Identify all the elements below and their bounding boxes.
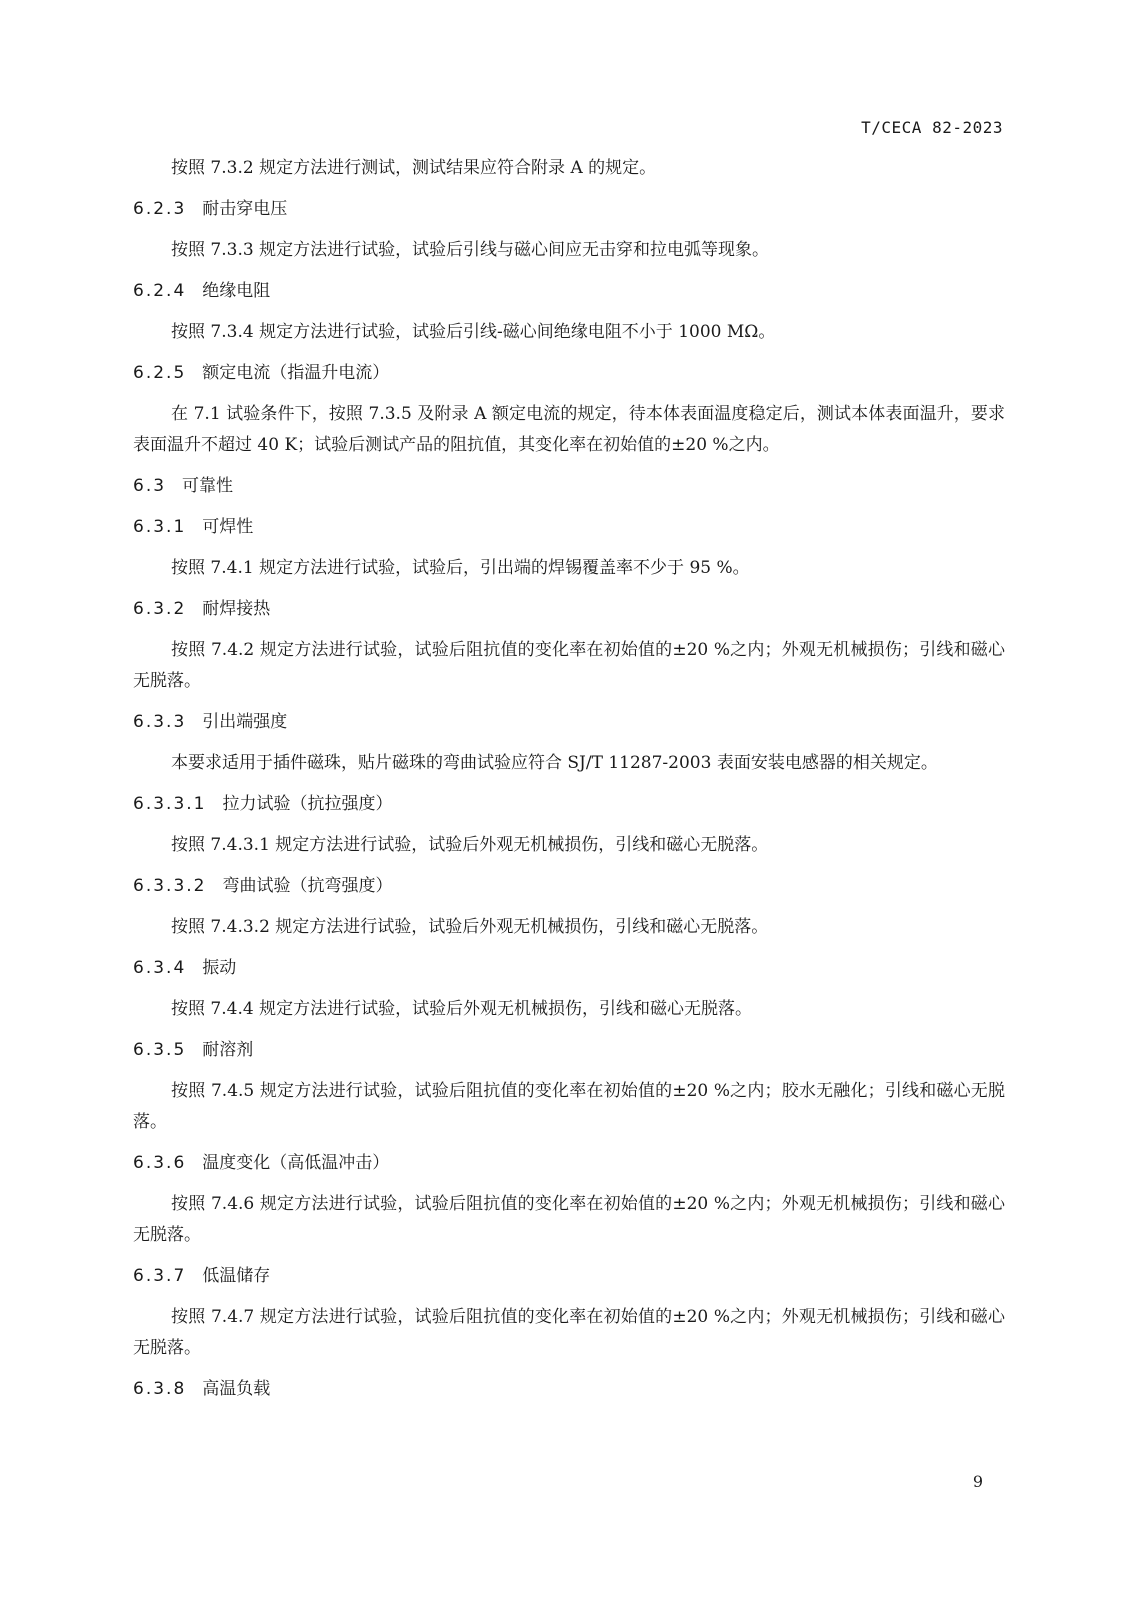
- section-title: 耐击穿电压: [202, 199, 288, 219]
- section-number: 6.3.2: [133, 599, 187, 619]
- section-number: 6.3.3.2: [133, 876, 207, 896]
- section-title: 高温负载: [202, 1379, 271, 1399]
- section-number: 6.3.1: [133, 517, 187, 537]
- section-number: 6.3.5: [133, 1040, 187, 1060]
- paragraph: 按照 7.4.6 规定方法进行试验，试验后阻抗值的变化率在初始值的±20 %之内；外观无机械损伤；引线和磁心无脱落。: [133, 1194, 1005, 1245]
- paragraph: 按照 7.4.3.1 规定方法进行试验，试验后外观无机械损伤，引线和磁心无脱落。: [171, 835, 769, 855]
- section-number: 6.3: [133, 476, 167, 496]
- paragraph: 按照 7.4.5 规定方法进行试验，试验后阻抗值的变化率在初始值的±20 %之内；胶水无融化；引线和磁心无脱落。: [133, 1081, 1005, 1132]
- section-title: 拉力试验（抗拉强度）: [222, 794, 393, 814]
- section-heading-6-3-3-2: [133, 871, 1005, 902]
- section-heading-6-3-2: [133, 594, 1005, 625]
- paragraph: 按照 7.4.4 规定方法进行试验，试验后外观无机械损伤，引线和磁心无脱落。: [171, 999, 753, 1019]
- section-title: 温度变化（高低温冲击）: [202, 1153, 390, 1173]
- section-number: 6.3.7: [133, 1266, 187, 1286]
- paragraph: 按照 7.4.1 规定方法进行试验，试验后，引出端的焊锡覆盖率不少于 95 %。: [171, 558, 750, 578]
- paragraph: 按照 7.3.2 规定方法进行测试，测试结果应符合附录 A 的规定。: [171, 158, 657, 178]
- paragraph: 本要求适用于插件磁珠，贴片磁珠的弯曲试验应符合 SJ/T 11287-2003 表面安装电感器的相关规定。: [171, 753, 938, 773]
- section-heading-6-3-4: [133, 953, 1005, 984]
- section-number: 6.3.6: [133, 1153, 187, 1173]
- section-number: 6.3.8: [133, 1379, 187, 1399]
- page-number: 9: [972, 1472, 983, 1491]
- section-heading-6-3-5: [133, 1035, 1005, 1066]
- paragraph: 按照 7.3.4 规定方法进行试验，试验后引线-磁心间绝缘电阻不小于 1000 MΩ。: [171, 322, 776, 342]
- document-code: T/CECA 82-2023: [861, 118, 1003, 137]
- paragraph: 按照 7.3.3 规定方法进行试验，试验后引线与磁心间应无击穿和拉电弧等现象。: [171, 240, 770, 260]
- section-heading-6-3-7: [133, 1261, 1005, 1292]
- paragraph: 在 7.1 试验条件下，按照 7.3.5 及附录 A 额定电流的规定，待本体表面温度稳定后，测试本体表面温升，要求表面温升不超过 40 K；试验后测试产品的阻抗值，其变化率在初始值的±20 %之内。: [133, 404, 1005, 455]
- section-title: 可靠性: [182, 476, 234, 496]
- section-number: 6.3.4: [133, 958, 187, 978]
- section-heading-6-3-6: [133, 1148, 1005, 1179]
- section-heading-6-3-8: [133, 1374, 1005, 1405]
- paragraph: 按照 7.4.3.2 规定方法进行试验，试验后外观无机械损伤，引线和磁心无脱落。: [171, 917, 769, 937]
- section-title: 耐焊接热: [202, 599, 271, 619]
- section-heading-6-3-3: [133, 707, 1005, 738]
- section-title: 可焊性: [202, 517, 254, 537]
- section-heading-6-2-3: [133, 194, 1005, 225]
- section-title: 振动: [202, 958, 237, 978]
- section-number: 6.2.3: [133, 199, 187, 219]
- section-number: 6.3.3.1: [133, 794, 207, 814]
- section-title: 低温储存: [202, 1266, 271, 1286]
- section-title: 弯曲试验（抗弯强度）: [222, 876, 393, 896]
- section-heading-6-3-3-1: [133, 789, 1005, 820]
- paragraph: 按照 7.4.7 规定方法进行试验，试验后阻抗值的变化率在初始值的±20 %之内；外观无机械损伤；引线和磁心无脱落。: [133, 1307, 1005, 1358]
- section-heading-6-2-4: [133, 276, 1005, 307]
- section-title: 绝缘电阻: [202, 281, 271, 301]
- section-title: 耐溶剂: [202, 1040, 254, 1060]
- section-heading-6-3: [133, 471, 1005, 502]
- section-title: 额定电流（指温升电流）: [202, 363, 390, 383]
- section-number: 6.2.4: [133, 281, 187, 301]
- paragraph: 按照 7.4.2 规定方法进行试验，试验后阻抗值的变化率在初始值的±20 %之内；外观无机械损伤；引线和磁心无脱落。: [133, 640, 1005, 691]
- section-heading-6-3-1: [133, 512, 1005, 543]
- section-title: 引出端强度: [202, 712, 288, 732]
- document-body: [133, 153, 1005, 1415]
- section-heading-6-2-5: [133, 358, 1005, 389]
- section-number: 6.3.3: [133, 712, 187, 732]
- section-number: 6.2.5: [133, 363, 187, 383]
